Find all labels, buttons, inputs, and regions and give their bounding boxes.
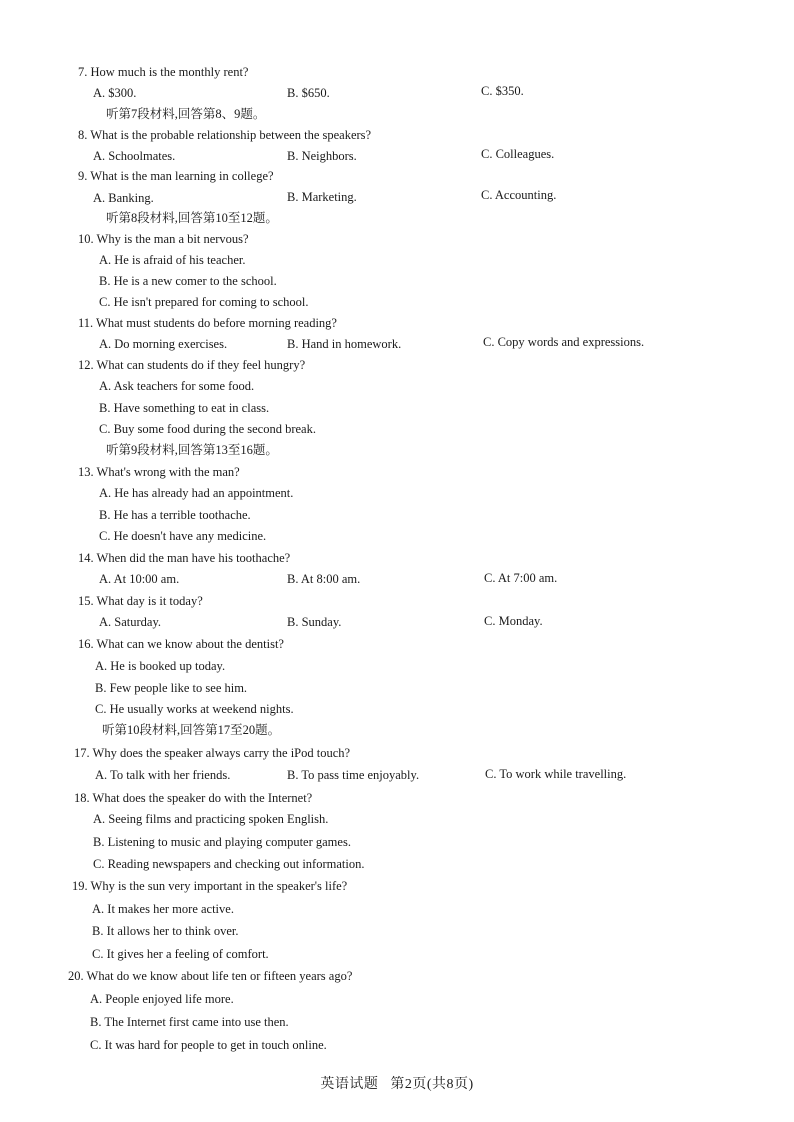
section-instruction: 听第7段材料,回答第8、9题。 <box>106 107 266 121</box>
question-stem: 8. What is the probable relationship between the speakers? <box>78 128 372 142</box>
option-a: A. To talk with her friends. <box>95 768 231 782</box>
option-c: C. It gives her a feeling of comfort. <box>92 947 269 961</box>
option-a: A. People enjoyed life more. <box>90 992 234 1006</box>
option-b: B. It allows her to think over. <box>92 924 239 938</box>
option-b: B. Have something to eat in class. <box>99 401 270 415</box>
option-c: C. To work while travelling. <box>485 767 627 781</box>
option-c: C. Copy words and expressions. <box>483 335 645 349</box>
section-instruction: 听第9段材料,回答第13至16题。 <box>106 443 278 457</box>
option-c: C. Buy some food during the second break. <box>99 422 316 436</box>
question-stem: 20. What do we know about life ten or fifteen years ago? <box>68 969 353 983</box>
option-a: A. Banking. <box>93 191 154 205</box>
option-b: B. He has a terrible toothache. <box>99 508 251 522</box>
footer-subject: 英语试题 <box>320 1077 379 1092</box>
question-stem: 16. What can we know about the dentist? <box>78 637 284 651</box>
option-a: A. He has already had an appointment. <box>99 486 294 500</box>
question-stem: 10. Why is the man a bit nervous? <box>78 232 249 246</box>
question-stem: 13. What's wrong with the man? <box>78 465 240 479</box>
option-a: A. $300. <box>93 86 137 100</box>
option-b: B. He is a new comer to the school. <box>99 274 277 288</box>
option-c: C. $350. <box>481 84 524 98</box>
option-b: B. Sunday. <box>287 615 342 629</box>
option-b: B. $650. <box>287 86 330 100</box>
option-c: C. He doesn't have any medicine. <box>99 529 267 543</box>
question-stem: 18. What does the speaker do with the Internet? <box>74 791 313 805</box>
option-c: C. It was hard for people to get in touch online. <box>90 1038 327 1052</box>
option-a: A. Schoolmates. <box>93 149 176 163</box>
option-b: B. Marketing. <box>287 190 357 204</box>
option-a: A. Ask teachers for some food. <box>99 379 255 393</box>
option-b: B. To pass time enjoyably. <box>287 768 420 782</box>
section-instruction: 听第10段材料,回答第17至20题。 <box>102 723 281 737</box>
question-stem: 17. Why does the speaker always carry the iPod touch? <box>74 746 351 760</box>
question-stem: 7. How much is the monthly rent? <box>78 65 249 79</box>
question-stem: 19. Why is the sun very important in the speaker's life? <box>72 879 348 893</box>
option-a: A. It makes her more active. <box>92 902 234 916</box>
option-a: A. Seeing films and practicing spoken English. <box>93 812 329 826</box>
option-c: C. He usually works at weekend nights. <box>95 702 294 716</box>
question-stem: 15. What day is it today? <box>78 594 203 608</box>
option-b: B. Neighbors. <box>287 149 357 163</box>
question-stem: 12. What can students do if they feel hungry? <box>78 358 306 372</box>
option-c: C. At 7:00 am. <box>484 571 558 585</box>
option-a: A. Do morning exercises. <box>99 337 228 351</box>
option-b: B. Few people like to see him. <box>95 681 248 695</box>
page-footer <box>0 1073 794 1093</box>
option-c: C. Accounting. <box>481 188 557 202</box>
option-b: B. Listening to music and playing computer games. <box>93 835 351 849</box>
option-c: C. He isn't prepared for coming to school. <box>99 295 309 309</box>
option-c: C. Reading newspapers and checking out information. <box>93 857 365 871</box>
option-a: A. Saturday. <box>99 615 162 629</box>
option-a: A. He is afraid of his teacher. <box>99 253 246 267</box>
option-a: A. At 10:00 am. <box>99 572 180 586</box>
option-a: A. He is booked up today. <box>95 659 226 673</box>
option-b: B. Hand in homework. <box>287 337 402 351</box>
option-c: C. Monday. <box>484 614 543 628</box>
option-c: C. Colleagues. <box>481 147 555 161</box>
section-instruction: 听第8段材料,回答第10至12题。 <box>106 211 278 225</box>
question-stem: 9. What is the man learning in college? <box>78 169 274 183</box>
question-stem: 14. When did the man have his toothache? <box>78 551 291 565</box>
question-stem: 11. What must students do before morning reading? <box>78 316 337 330</box>
option-b: B. The Internet first came into use then. <box>90 1015 289 1029</box>
footer-page-number: 第2页(共8页) <box>390 1077 474 1092</box>
option-b: B. At 8:00 am. <box>287 572 361 586</box>
